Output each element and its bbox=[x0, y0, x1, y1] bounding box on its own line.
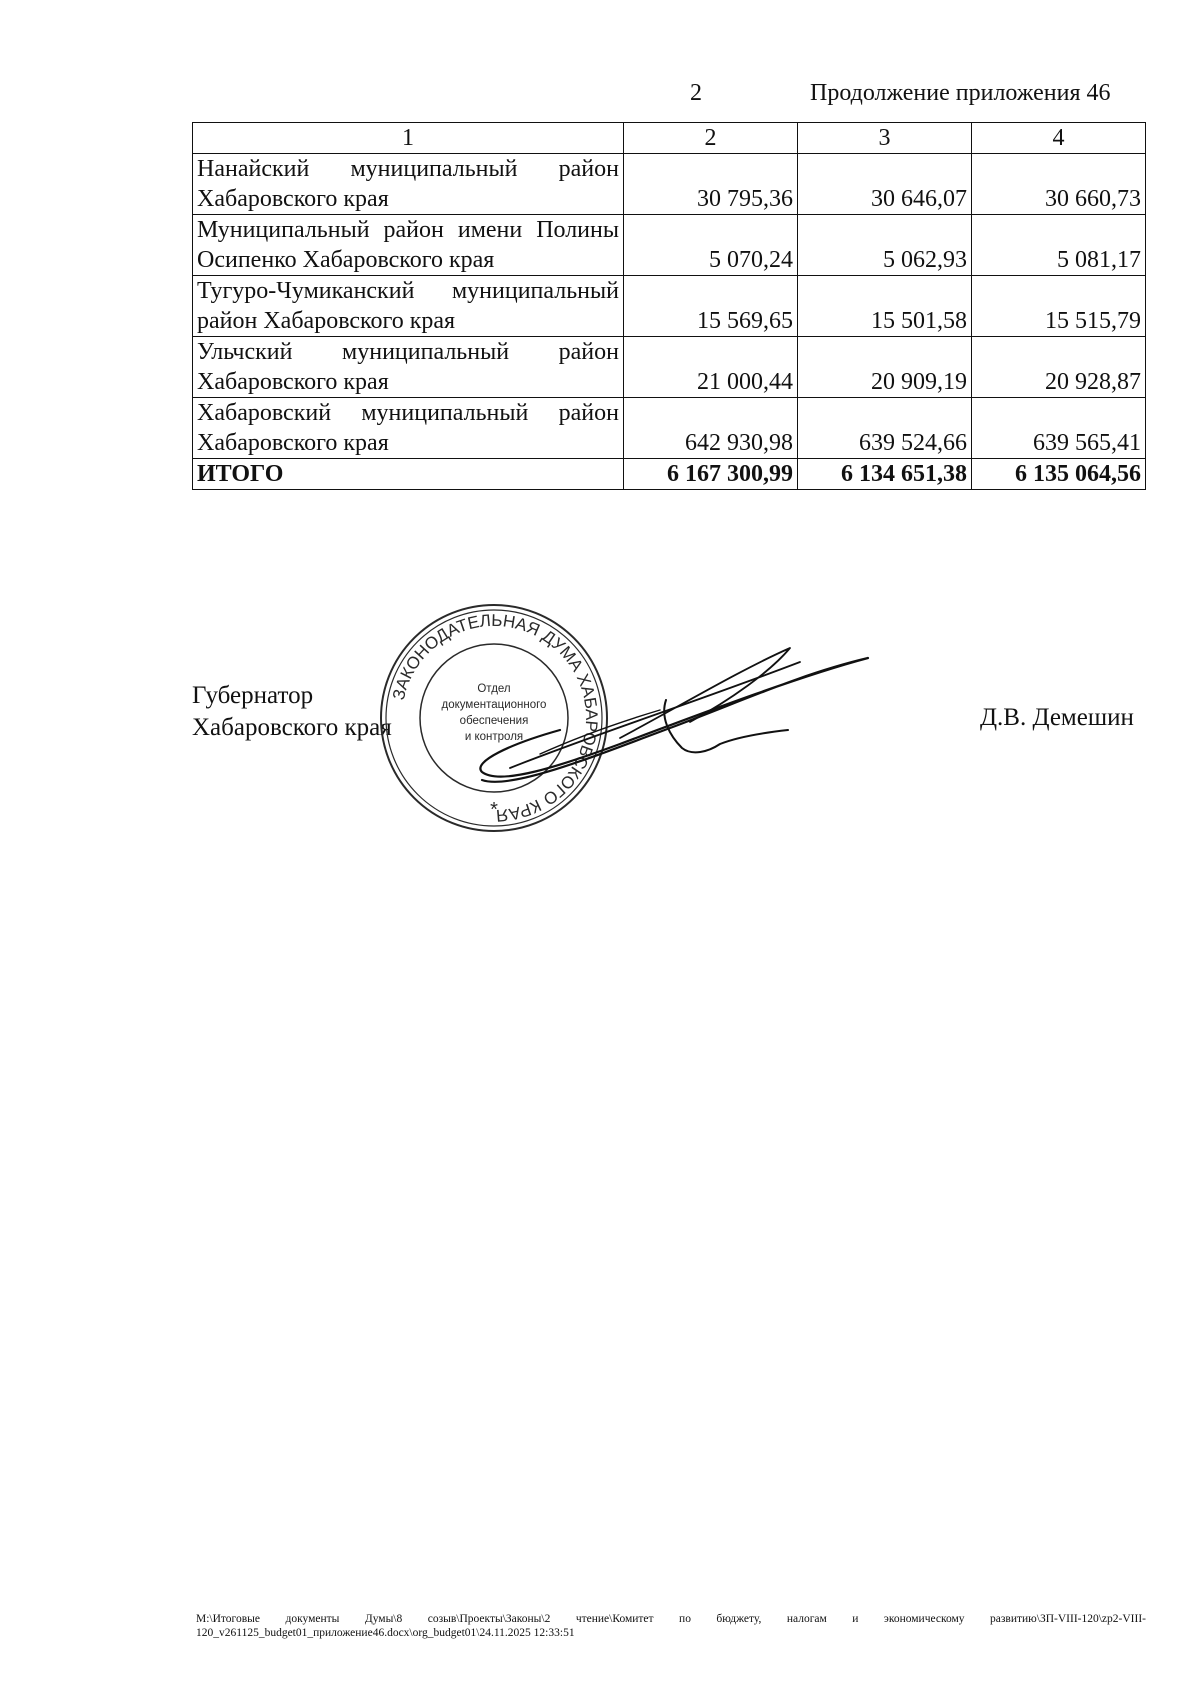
budget-table bbox=[192, 122, 1146, 490]
footer-file-path: M:\Итоговые документы Думы\8 созыв\Проекты\Законы\2 чтение\Комитет по бюджету, налогам и экономическому развитию\ЗП-VIII-120\zp2-VIII-120_v261125_budget01_приложение46.docx\org_budget01\24.11.2025 12:33:51 bbox=[196, 1613, 1146, 1639]
total-row bbox=[193, 459, 1146, 490]
table-row bbox=[193, 276, 1146, 337]
row-value-col4: 639 565,41 bbox=[972, 398, 1146, 459]
handwritten-signature bbox=[470, 640, 890, 800]
total-value-col2: 6 167 300,99 bbox=[624, 459, 798, 490]
table-row bbox=[193, 215, 1146, 276]
row-value-col4: 5 081,17 bbox=[972, 215, 1146, 276]
seal-center-line4: и контроля bbox=[464, 731, 524, 743]
governor-title bbox=[192, 680, 392, 744]
row-value-col2: 642 930,98 bbox=[624, 398, 798, 459]
row-name: Тугуро-Чумиканский муниципальный район Хабаровского края bbox=[193, 276, 624, 337]
seal-center-line2: документационного bbox=[441, 699, 547, 711]
row-value-col2: 30 795,36 bbox=[624, 154, 798, 215]
column-header-2: 2 bbox=[624, 123, 798, 154]
row-value-col4: 30 660,73 bbox=[972, 154, 1146, 215]
total-value-col4: 6 135 064,56 bbox=[972, 459, 1146, 490]
column-header-4: 4 bbox=[972, 123, 1146, 154]
table-header-row bbox=[193, 123, 1146, 154]
row-value-col2: 5 070,24 bbox=[624, 215, 798, 276]
row-value-col4: 20 928,87 bbox=[972, 337, 1146, 398]
row-name: Нанайский муниципальный район Хабаровского края bbox=[193, 154, 624, 215]
seal-ring-text: ЗАКОНОДАТЕЛЬНАЯ ДУМА ХАБАРОВСКОГО КРАЯ bbox=[388, 610, 602, 826]
table-row bbox=[193, 337, 1146, 398]
row-value-col3: 20 909,19 bbox=[798, 337, 972, 398]
governor-title-line1: Губернатор bbox=[192, 682, 314, 709]
seal-star: * bbox=[490, 799, 498, 821]
seal-center-line3: обеспечения bbox=[459, 715, 529, 727]
column-header-3: 3 bbox=[798, 123, 972, 154]
row-value-col3: 15 501,58 bbox=[798, 276, 972, 337]
row-name: Ульчский муниципальный район Хабаровского края bbox=[193, 337, 624, 398]
row-name: Муниципальный район имени Полины Осипенко Хабаровского края bbox=[193, 215, 624, 276]
governor-name: Д.В. Демешин bbox=[980, 704, 1134, 731]
total-value-col3: 6 134 651,38 bbox=[798, 459, 972, 490]
page-number: 2 bbox=[690, 80, 702, 106]
seal-center-line1: Отдел bbox=[477, 683, 511, 695]
governor-title-line2: Хабаровского края bbox=[192, 714, 392, 741]
row-value-col3: 30 646,07 bbox=[798, 154, 972, 215]
table-row bbox=[193, 398, 1146, 459]
row-name: Хабаровский муниципальный район Хабаровского края bbox=[193, 398, 624, 459]
total-label: ИТОГО bbox=[193, 459, 624, 490]
table-row bbox=[193, 154, 1146, 215]
continuation-label: Продолжение приложения 46 bbox=[810, 80, 1111, 106]
row-value-col2: 15 569,65 bbox=[624, 276, 798, 337]
row-value-col4: 15 515,79 bbox=[972, 276, 1146, 337]
column-header-1: 1 bbox=[193, 123, 624, 154]
row-value-col3: 639 524,66 bbox=[798, 398, 972, 459]
row-value-col2: 21 000,44 bbox=[624, 337, 798, 398]
row-value-col3: 5 062,93 bbox=[798, 215, 972, 276]
